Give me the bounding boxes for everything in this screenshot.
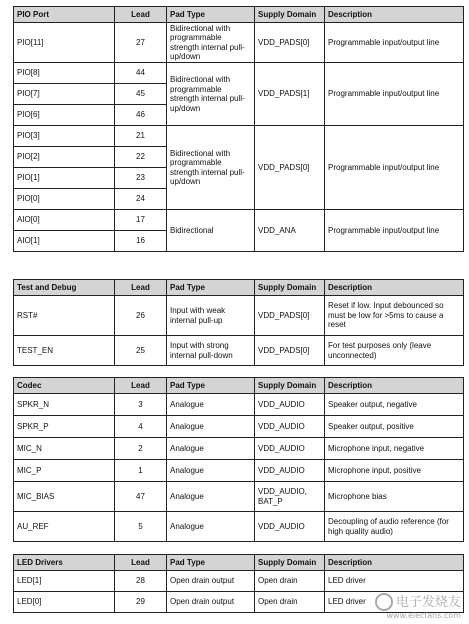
table-cell: SPKR_P [14,416,115,438]
table-cell: 27 [115,23,167,63]
table-cell: AIO[1] [14,231,115,252]
table-cell: Microphone input, negative [325,438,464,460]
table-header-row [14,7,464,23]
column-header: Pad Type [167,7,255,23]
table-cell: Analogue [167,460,255,482]
column-header: Pad Type [167,555,255,571]
table-header-row [14,378,464,394]
table-cell: MIC_BIAS [14,482,115,512]
table-cell: 44 [115,63,167,84]
table-cell: 45 [115,84,167,105]
table-cell: VDD_AUDIO [255,438,325,460]
table-cell: 17 [115,210,167,231]
table-cell: VDD_PADS[0] [255,336,325,366]
table-cell: Reset if low. Input debounced so must be low for >5ms to cause a reset [325,296,464,336]
table-cell: PIO[8] [14,63,115,84]
table-cell: 22 [115,147,167,168]
table-cell: PIO[0] [14,189,115,210]
table-cell: VDD_PADS[0] [255,296,325,336]
column-header: Lead [115,280,167,296]
table-cell: 3 [115,394,167,416]
watermark-url: www.elecfans.com [386,611,461,620]
table-cell: PIO[1] [14,168,115,189]
site-watermark [375,591,461,621]
table-cell: Speaker output, negative [325,394,464,416]
table-cell: Programmable input/output line [325,23,464,63]
watermark-text: 电子发烧友 [395,594,461,610]
table-header-row [14,555,464,571]
table-cell: 25 [115,336,167,366]
pio-port-table [13,6,464,252]
table-cell: VDD_AUDIO [255,416,325,438]
table-cell: PIO[2] [14,147,115,168]
table-cell: Analogue [167,438,255,460]
column-header: Pad Type [167,378,255,394]
table-row [14,460,464,482]
column-header: Lead [115,555,167,571]
table-cell: Open drain output [167,571,255,592]
table-cell: 4 [115,416,167,438]
table-cell: VDD_AUDIO [255,512,325,542]
column-header: Description [325,378,464,394]
column-header: Lead [115,7,167,23]
table-cell: TEST_EN [14,336,115,366]
table-cell: PIO[3] [14,126,115,147]
table-cell: Open drain [255,571,325,592]
table-cell: 26 [115,296,167,336]
column-header: Description [325,280,464,296]
table-cell: AIO[0] [14,210,115,231]
table-cell: Bidirectional with programmable strength internal pull-up/down [167,23,255,63]
table-cell: 46 [115,105,167,126]
table-row [14,571,464,592]
table-cell: Speaker output, positive [325,416,464,438]
table-cell: Bidirectional with programmable strength internal pull-up/down [167,63,255,126]
table-row [14,126,464,147]
column-header: Description [325,7,464,23]
table-cell: 47 [115,482,167,512]
table-cell: PIO[6] [14,105,115,126]
table-cell: Microphone input, positive [325,460,464,482]
table-cell: MIC_P [14,460,115,482]
table-cell: AU_REF [14,512,115,542]
table-cell: Decoupling of audio reference (for high quality audio) [325,512,464,542]
table-row [14,512,464,542]
table-cell: VDD_AUDIO [255,460,325,482]
table-cell: 29 [115,592,167,613]
table-row [14,336,464,366]
test-and-debug-table [13,279,464,366]
watermark-logo-icon [375,593,393,611]
table-cell: 28 [115,571,167,592]
table-cell: Analogue [167,512,255,542]
table-cell: SPKR_N [14,394,115,416]
table-cell: Bidirectional [167,210,255,252]
table-cell: Programmable input/output line [325,126,464,210]
table-cell: PIO[7] [14,84,115,105]
table-cell: LED driver [325,571,464,592]
column-header: Supply Domain [255,7,325,23]
table-cell: 1 [115,460,167,482]
column-header: Pad Type [167,280,255,296]
codec-table [13,377,464,542]
table-cell: Open drain [255,592,325,613]
column-header: Supply Domain [255,378,325,394]
table-cell: 24 [115,189,167,210]
table-cell: 21 [115,126,167,147]
table-cell: Analogue [167,394,255,416]
table-cell: VDD_PADS[0] [255,23,325,63]
table-cell: Programmable input/output line [325,210,464,252]
column-header: Lead [115,378,167,394]
table-cell: Open drain output [167,592,255,613]
column-header: Codec [14,378,115,394]
table-cell: 23 [115,168,167,189]
table-cell: Input with weak internal pull-up [167,296,255,336]
table-cell: LED[0] [14,592,115,613]
column-header: Supply Domain [255,555,325,571]
table-cell: Analogue [167,416,255,438]
table-cell: 16 [115,231,167,252]
table-cell: Programmable input/output line [325,63,464,126]
table-row [14,63,464,84]
table-row [14,438,464,460]
table-header-row [14,280,464,296]
table-cell: For test purposes only (leave unconnected) [325,336,464,366]
table-row [14,296,464,336]
table-cell: MIC_N [14,438,115,460]
table-cell: VDD_AUDIO, BAT_P [255,482,325,512]
table-cell: VDD_AUDIO [255,394,325,416]
table-cell: LED[1] [14,571,115,592]
column-header: Supply Domain [255,280,325,296]
table-row [14,23,464,63]
column-header: PIO Port [14,7,115,23]
table-row [14,416,464,438]
table-cell: VDD_ANA [255,210,325,252]
table-cell: RST# [14,296,115,336]
table-cell: 2 [115,438,167,460]
table-row [14,210,464,231]
table-row [14,394,464,416]
column-header: LED Drivers [14,555,115,571]
table-cell: 5 [115,512,167,542]
table-cell: Analogue [167,482,255,512]
table-cell: Bidirectional with programmable strength internal pull-up/down [167,126,255,210]
column-header: Description [325,555,464,571]
table-cell: PIO[11] [14,23,115,63]
table-cell: Input with strong internal pull-down [167,336,255,366]
table-row [14,482,464,512]
column-header: Test and Debug [14,280,115,296]
table-cell: Microphone bias [325,482,464,512]
table-cell: VDD_PADS[0] [255,126,325,210]
table-cell: VDD_PADS[1] [255,63,325,126]
table-cell: LED driver [325,592,464,613]
